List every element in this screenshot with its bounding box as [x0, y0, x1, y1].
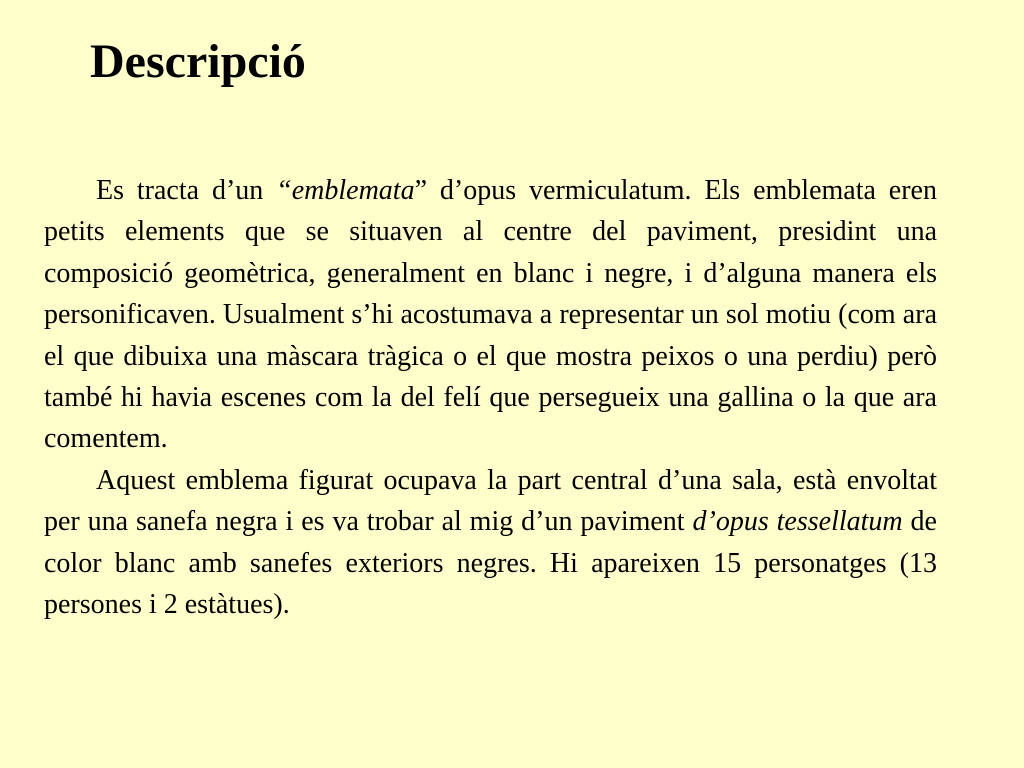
- paragraph-1-text-start: Es tracta d’un: [96, 175, 277, 206]
- paragraph-2-text-rest: de color blanc amb sanefes exteriors negres. Hi apareixen 15 personatges (13 persones i 2 estàtues).: [44, 506, 937, 621]
- paragraph-2-text-start: Aquest emblema figurat ocupava la part central d’una sala, està envoltat per una sanefa negra i es va trobar al mig d’un paviment: [44, 464, 937, 538]
- slide-body: [44, 170, 937, 625]
- paragraph-1: [44, 170, 937, 460]
- paragraph-1-text-rest: ” d’opus vermiculatum. Els emblemata eren petits elements que se situaven al centre del paviment, presidint una composició geomètrica, generalment en blanc i negre, i d’alguna manera els personificaven. Usualment s’hi acostumava a representar un sol motiu (com ara el que dibuixa una màscara tràgica o el que mostra peixos o una perdiu) però també hi havia escenes com la del felí que persegueix una gallina o la que ara comentem.: [44, 175, 937, 455]
- paragraph-2-italic-term: d’opus tessellatum: [692, 506, 903, 538]
- paragraph-1-italic-term: “emblemata: [276, 175, 415, 206]
- slide-title: Descripció: [90, 35, 306, 88]
- paragraph-2: [44, 460, 937, 626]
